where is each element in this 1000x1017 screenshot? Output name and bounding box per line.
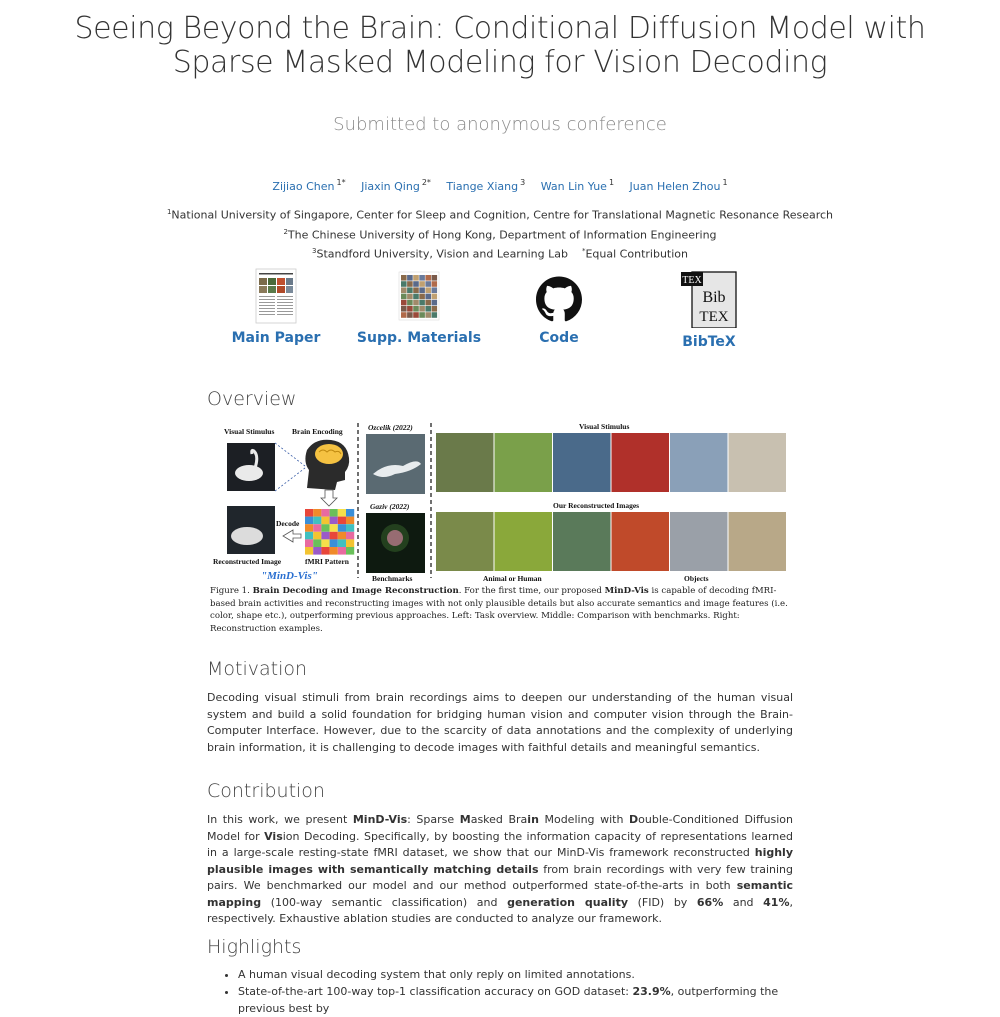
bibtex-label: BibTeX: [682, 334, 736, 350]
contribution-text: (FID) by: [628, 895, 697, 909]
contribution-text: and: [723, 895, 764, 909]
fmri-cell: [338, 532, 346, 540]
author-sup: 2*: [421, 178, 431, 187]
contribution-text: , respectively. Exhaustive ablation studies are conducted to analyze our framework.: [207, 895, 793, 925]
supp-thumb-cell: [419, 287, 425, 293]
supp-thumb-cell: [419, 281, 425, 287]
supp-thumb-cell: [407, 294, 413, 300]
fmri-cell: [321, 532, 329, 540]
contribution-text: (100-way semantic classification) and: [261, 895, 508, 909]
bibtex-icon-tex-2: TEX: [699, 309, 729, 325]
label-benchmarks: Benchmarks: [372, 574, 413, 583]
fmri-cell: [313, 524, 321, 532]
fmri-cell: [313, 517, 321, 525]
fmri-cell: [330, 517, 338, 525]
fmri-cell: [321, 517, 329, 525]
reconstructed-image: [670, 512, 728, 571]
bibtex-icon-tex: TEX: [682, 275, 702, 286]
fmri-cell: [330, 509, 338, 517]
fmri-cell: [313, 539, 321, 547]
label-fmri-pattern: fMRI Pattern: [305, 557, 349, 566]
fmri-cell: [305, 517, 313, 525]
fmri-cell: [338, 539, 346, 547]
supp-thumb-cell: [413, 275, 419, 281]
supp-thumb-cell: [401, 300, 407, 306]
contribution-bold: M: [459, 813, 471, 826]
stimulus-image: [670, 433, 728, 492]
github-icon: [536, 268, 582, 324]
supp-thumb-cell: [401, 312, 407, 318]
fmri-cell: [313, 509, 321, 517]
bibtex-link[interactable]: [639, 268, 779, 350]
fmri-cell: [338, 547, 346, 555]
fmri-cell: [321, 524, 329, 532]
fmri-pattern-grid: [305, 509, 354, 555]
left-arrow-icon: [283, 530, 301, 542]
supp-thumb-cell: [407, 287, 413, 293]
reconstructed-image: [436, 512, 494, 571]
code-link[interactable]: [489, 268, 629, 346]
fmri-cell: [305, 539, 313, 547]
equal-contribution-note: Equal Contribution: [585, 247, 688, 261]
author-name: Juan Helen Zhou: [629, 179, 721, 193]
supp-thumb-cell: [413, 294, 419, 300]
motivation-paragraph: Decoding visual stimuli from brain recordings aims to deepen our understanding of the human visual system and build a solid foundation for bridging human vision and computer vision through the Brain-Computer Interface. However, due to the scarcity of data annotations and the complexity of underlying brain information, it is challenging to decode images with faithful details and meaningful semantics.: [207, 691, 793, 754]
highlight-text: State-of-the-art 100-way top-1 classification accuracy on GOD dataset:: [238, 985, 633, 998]
overview-figure: [207, 418, 793, 634]
supp-thumb-cell: [419, 300, 425, 306]
label-visual-stimulus-top: Visual Stimulus: [579, 422, 630, 431]
list-item: [238, 966, 794, 983]
supp-thumb-cell: [419, 275, 425, 281]
author-sup: 1: [608, 178, 615, 187]
contribution-heading: Contribution: [207, 780, 325, 802]
fmri-cell: [338, 524, 346, 532]
fmri-cell: [346, 547, 354, 555]
contribution-bold: semantic mapping: [207, 879, 793, 909]
fmri-cell: [330, 532, 338, 540]
contribution-bold: generation quality: [507, 895, 628, 909]
author-link-3[interactable]: [446, 180, 525, 193]
fmri-cell: [313, 532, 321, 540]
contribution-bold: 41%: [763, 895, 790, 909]
reconstructed-image-row: [436, 512, 786, 571]
contribution-text: from brain recordings with very few training pairs. We benchmarked our model and our method outperformed state-of-the-arts in both: [207, 862, 794, 892]
affiliation-text: Standford University, Vision and Learning Lab: [316, 247, 568, 261]
stimulus-image: [612, 433, 670, 492]
code-label: Code: [539, 330, 579, 346]
supp-thumb-cell: [425, 312, 431, 318]
bibtex-icon: [679, 268, 739, 328]
author-name: Zijiao Chen: [272, 179, 335, 193]
page-title: Seeing Beyond the Brain: Conditional Diffusion Model with Sparse Masked Modeling for Vision Decoding: [74, 11, 926, 80]
fmri-cell: [330, 547, 338, 555]
author-sup: 1*: [336, 178, 346, 187]
contribution-text: ion Decoding. Specifically, by boosting the information capacity of representations learned in a large-scale resting-state fMRI dataset, we show that our MinD-Vis framework reconstructed: [207, 829, 793, 859]
supp-thumb-cell: [407, 312, 413, 318]
page-subtitle: Submitted to anonymous conference: [333, 114, 667, 135]
contribution-bold: 66%: [696, 895, 724, 909]
contribution-bold: in: [527, 813, 539, 826]
fmri-cell: [330, 524, 338, 532]
stimulus-image: [553, 433, 611, 492]
fmri-cell: [305, 547, 313, 555]
list-item: [238, 983, 794, 1017]
bibtex-icon-bib: Bib: [702, 289, 726, 306]
highlight-bold: 23.9%: [632, 985, 671, 998]
stimulus-image: [436, 433, 494, 492]
main-paper-label: Main Paper: [231, 330, 321, 346]
fmri-cell: [305, 509, 313, 517]
supp-thumb-cell: [425, 300, 431, 306]
fmri-cell: [313, 547, 321, 555]
caption-prefix: Figure 1.: [210, 586, 250, 596]
highlights-heading: Highlights: [207, 936, 302, 958]
author-link-5[interactable]: [630, 180, 728, 193]
affiliation-1: [0, 204, 1000, 224]
label-reconstructed-image: Reconstructed Image: [213, 557, 282, 566]
supp-thumb-cell: [413, 306, 419, 312]
overview-figure-image: [207, 418, 793, 583]
reconstructed-image: [495, 512, 553, 571]
supp-materials-link[interactable]: [349, 268, 489, 346]
supp-thumb-cell: [432, 287, 438, 293]
stimulus-image: [495, 433, 553, 492]
affiliations: [0, 204, 1000, 263]
reconstructed-image: [553, 512, 611, 571]
caption-bold: Brain Decoding and Image Reconstruction: [252, 586, 459, 596]
supp-thumb-cell: [401, 294, 407, 300]
resource-links: [200, 268, 800, 363]
affiliation-text: National University of Singapore, Center for Sleep and Cognition, Centre for Translational Magnetic Resonance Research: [171, 208, 834, 222]
reconstructed-image: [612, 512, 670, 571]
author-name: Jiaxin Qing: [361, 179, 420, 193]
fmri-cell: [305, 532, 313, 540]
paper-thumbnail-icon: [255, 268, 297, 324]
highlights-list: [238, 966, 794, 1017]
label-visual-stimulus-left: Visual Stimulus: [224, 427, 275, 436]
affiliation-sup: 1: [166, 208, 172, 216]
fmri-cell: [305, 524, 313, 532]
label-ozcelik: Ozcelik (2022): [368, 423, 413, 432]
stimulus-image-row: [436, 433, 786, 492]
supp-thumb-cell: [413, 300, 419, 306]
stimulus-image: [729, 433, 787, 492]
supp-thumb-cell: [407, 300, 413, 306]
fmri-cell: [321, 547, 329, 555]
fmri-cell: [346, 509, 354, 517]
contribution-text: : Sparse: [407, 813, 460, 826]
motivation-heading: Motivation: [207, 658, 308, 680]
supp-thumb-cell: [432, 275, 438, 281]
supp-thumb-cell: [419, 312, 425, 318]
label-our-reconstructed: Our Reconstructed Images: [553, 501, 640, 510]
supp-thumb-cell: [425, 306, 431, 312]
contribution-paragraph: [207, 812, 793, 928]
label-animal-or-human: Animal or Human: [483, 574, 542, 583]
fmri-cell: [330, 539, 338, 547]
supp-thumb-cell: [401, 306, 407, 312]
author-sup: 3: [520, 178, 526, 187]
fmri-cell: [346, 539, 354, 547]
author-list: [0, 178, 1000, 193]
author-link-4[interactable]: [541, 180, 614, 193]
label-gaziv: Gaziv (2022): [370, 502, 410, 511]
label-decode: Decode: [276, 519, 300, 528]
label-brain-encoding: Brain Encoding: [292, 427, 343, 436]
label-mindvis: "MinD-Vis": [261, 570, 318, 582]
supp-thumb-cell: [425, 275, 431, 281]
supp-materials-label: Supp. Materials: [356, 330, 482, 346]
dashed-line: [275, 468, 305, 491]
supp-thumb-cell: [401, 287, 407, 293]
affiliation-2: [0, 224, 1000, 244]
overview-heading: Overview: [207, 388, 297, 410]
caption-model: MinD-Vis: [604, 586, 649, 596]
contribution-text: Modeling with: [538, 813, 630, 826]
fmri-cell: [338, 509, 346, 517]
supp-thumb-cell: [401, 281, 407, 287]
highlight-text: , outperforming the previous best by: [238, 985, 779, 1015]
author-sup: 1: [722, 178, 728, 187]
contribution-bold: MinD-Vis: [352, 813, 408, 826]
supp-thumb-cell: [401, 275, 407, 281]
contribution-text: ouble-Conditioned Diffusion Model for: [207, 813, 794, 843]
down-arrow-icon: [321, 490, 337, 506]
equal-sup: *: [581, 247, 586, 256]
caption-text-2: is capable of decoding fMRI-based brain activities and reconstructing images with not only plausible details but also accurate semantics and image features (i.e. color, shape etc.), outperforming previous approaches. Left: Task overview. Middle: Comparison with benchmarks. Right: Reconstruction examples.: [210, 586, 788, 634]
dashed-line: [275, 443, 305, 466]
contribution-text: asked Bra: [470, 813, 528, 826]
label-objects: Objects: [684, 574, 709, 583]
supp-thumb-cell: [413, 281, 419, 287]
author-name: Wan Lin Yue: [540, 179, 607, 193]
author-name: Tiange Xiang: [446, 179, 519, 193]
gaziv-glow-shape: [381, 524, 409, 552]
fmri-cell: [346, 532, 354, 540]
affiliation-text: The Chinese University of Hong Kong, Department of Information Engineering: [287, 228, 717, 242]
reconstructed-image: [729, 512, 787, 571]
supp-thumb-cell: [407, 281, 413, 287]
supp-thumb-cell: [432, 281, 438, 287]
contribution-text: In this work, we present: [207, 813, 353, 826]
supp-thumbnail-icon: [398, 268, 440, 324]
affiliation-3: [0, 243, 1000, 263]
affiliation-sup: 2: [283, 227, 288, 236]
supp-thumb-cell: [407, 306, 413, 312]
supp-thumb-cell: [425, 281, 431, 287]
supp-thumb-cell: [413, 287, 419, 293]
supp-thumb-cell: [432, 306, 438, 312]
contribution-bold: D: [629, 813, 639, 826]
main-paper-link[interactable]: [206, 268, 346, 346]
fmri-cell: [346, 524, 354, 532]
fmri-cell: [321, 539, 329, 547]
supp-thumb-cell: [432, 300, 438, 306]
supp-thumb-cell: [432, 294, 438, 300]
brain-icon: [315, 444, 343, 464]
fmri-cell: [346, 517, 354, 525]
supp-thumb-cell: [425, 294, 431, 300]
highlight-text: A human visual decoding system that only reply on limited annotations.: [238, 968, 635, 981]
contribution-bold: Vis: [264, 829, 283, 843]
reconstructed-swan-shape: [231, 527, 263, 545]
supp-thumb-cell: [432, 312, 438, 318]
contribution-bold: highly plausible images with semantically matching details: [207, 846, 793, 876]
affiliation-sup: 3: [312, 247, 317, 256]
author-link-1[interactable]: [272, 180, 345, 193]
fmri-cell: [321, 509, 329, 517]
figure-caption: [210, 585, 790, 635]
swan-body-shape: [235, 465, 263, 481]
author-link-2[interactable]: [361, 180, 431, 193]
supp-thumb-cell: [425, 287, 431, 293]
supp-thumb-cell: [413, 312, 419, 318]
caption-text-1: . For the first time, our proposed: [458, 586, 605, 596]
fmri-cell: [338, 517, 346, 525]
supp-thumb-cell: [419, 294, 425, 300]
supp-thumb-cell: [419, 306, 425, 312]
supp-thumb-cell: [407, 275, 413, 281]
